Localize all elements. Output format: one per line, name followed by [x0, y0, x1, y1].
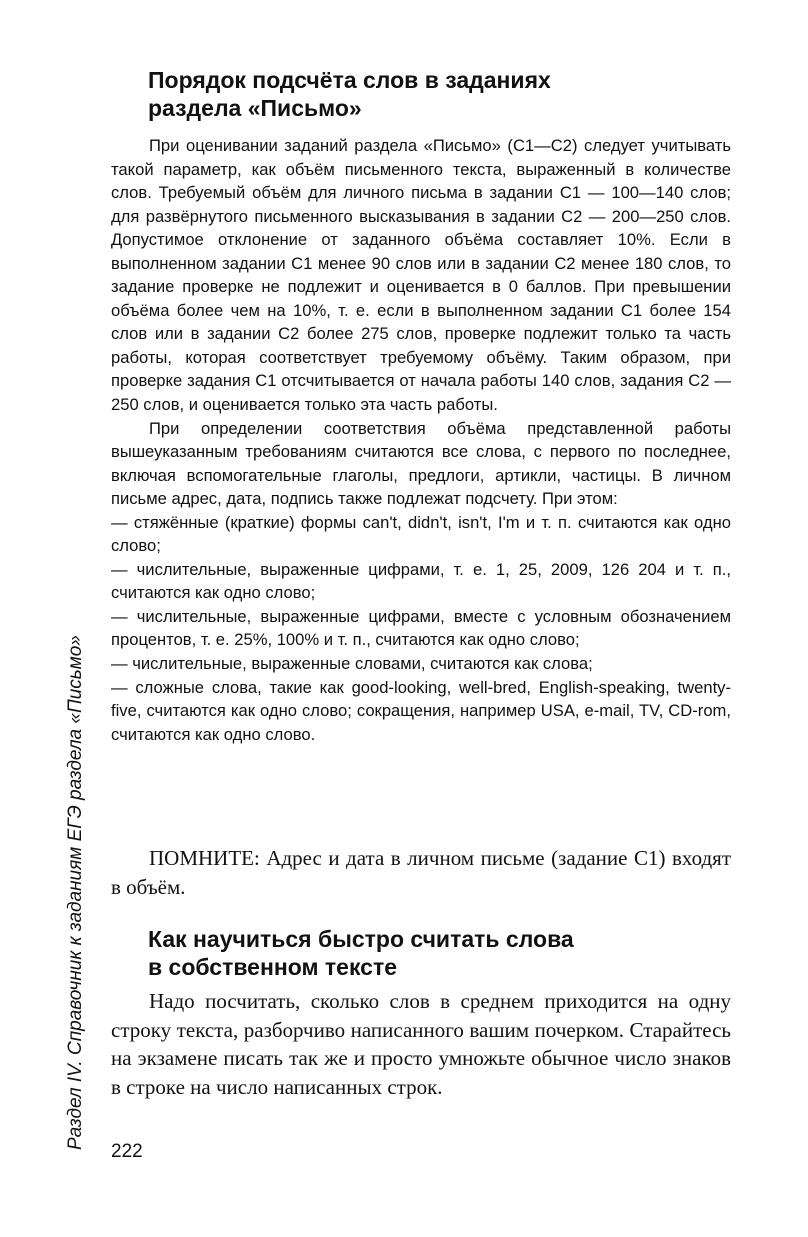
section-title-line: Порядок подсчёта слов в заданиях [148, 67, 551, 93]
list-item: — числительные, выраженные словами, считаются как слова; [111, 654, 593, 674]
paragraph: При оценивании заданий раздела «Письмо» (С1—С2) следует учитывать такой параметр, как объём письменного текста, выраженный в количестве слов. Требуемый объём для личного письма в задании С1 — 100—140 слов; для развёрнутого письменного высказывания в задании С2 — 200—250 слов. Допустимое отклонение от заданного объёма составляет 10%. Если в выполненном задании С1 менее 90 слов или в задании С2 менее 180 слов, то задание проверке не подлежит и оценивается в 0 баллов. При превышении объёма более чем на 10%, т. е. если в выполненном задании С1 более 154 слов или в задании С2 более 275 слов, проверке подлежит только та часть работы, которая соответствует требуемому объёму. Таким образом, при проверке задания С1 отсчитывается от начала работы 140 слов, задания С2 — 250 слов, и оценивается только эта часть работы. [111, 136, 731, 415]
section-title-line: раздела «Письмо» [148, 95, 362, 121]
list-item: — числительные, выраженные цифрами, т. е. 1, 25, 2009, 126 204 и т. п., считаются как одно слово; [111, 559, 731, 603]
fast-count-text [111, 987, 731, 1101]
list-item: — сложные слова, такие как good-looking, well-bred, English-speaking, twenty-five, считаются как одно слово; сокращения, например USA, e-mail, TV, CD-rom, считаются как одно слово. [111, 677, 731, 744]
section-title-fast-count [148, 925, 574, 981]
paragraph: При определении соответствия объёма представленной работы вышеуказанным требованиям считаются все слова, с первого по последнее, включая вспомогательные глаголы, предлоги, артикли, частицы. В личном письме адрес, дата, подпись также подлежат подсчету. При этом: [111, 418, 731, 509]
section-title-word-count [148, 66, 551, 122]
remember-note [111, 844, 731, 901]
running-header: Раздел IV. Справочник к заданиям ЕГЭ раздела «Письмо» [65, 635, 86, 1150]
list-item: — стяжённые (краткие) формы can't, didn't, isn't, I'm и т. п. считаются как одно слово; [111, 512, 731, 556]
page-number: 222 [111, 1141, 143, 1162]
paragraph: Надо посчитать, сколько слов в среднем приходится на одну строку текста, разборчиво написанного вашим почерком. Старайтесь на экзамене писать так же и просто умножьте обычное число знаков в строке на число написанных строк. [111, 989, 731, 1099]
section-title-line: Как научиться быстро считать слова [148, 926, 574, 952]
word-count-rules [111, 134, 731, 746]
section-title-line: в собственном тексте [148, 954, 398, 980]
note-text: ПОМНИТЕ: Адрес и дата в личном письме (задание С1) входят в объём. [111, 846, 731, 899]
list-item: — числительные, выраженные цифрами, вместе с условным обозначением процентов, т. е. 25%, 100% и т. п., считаются как одно слово; [111, 606, 731, 650]
